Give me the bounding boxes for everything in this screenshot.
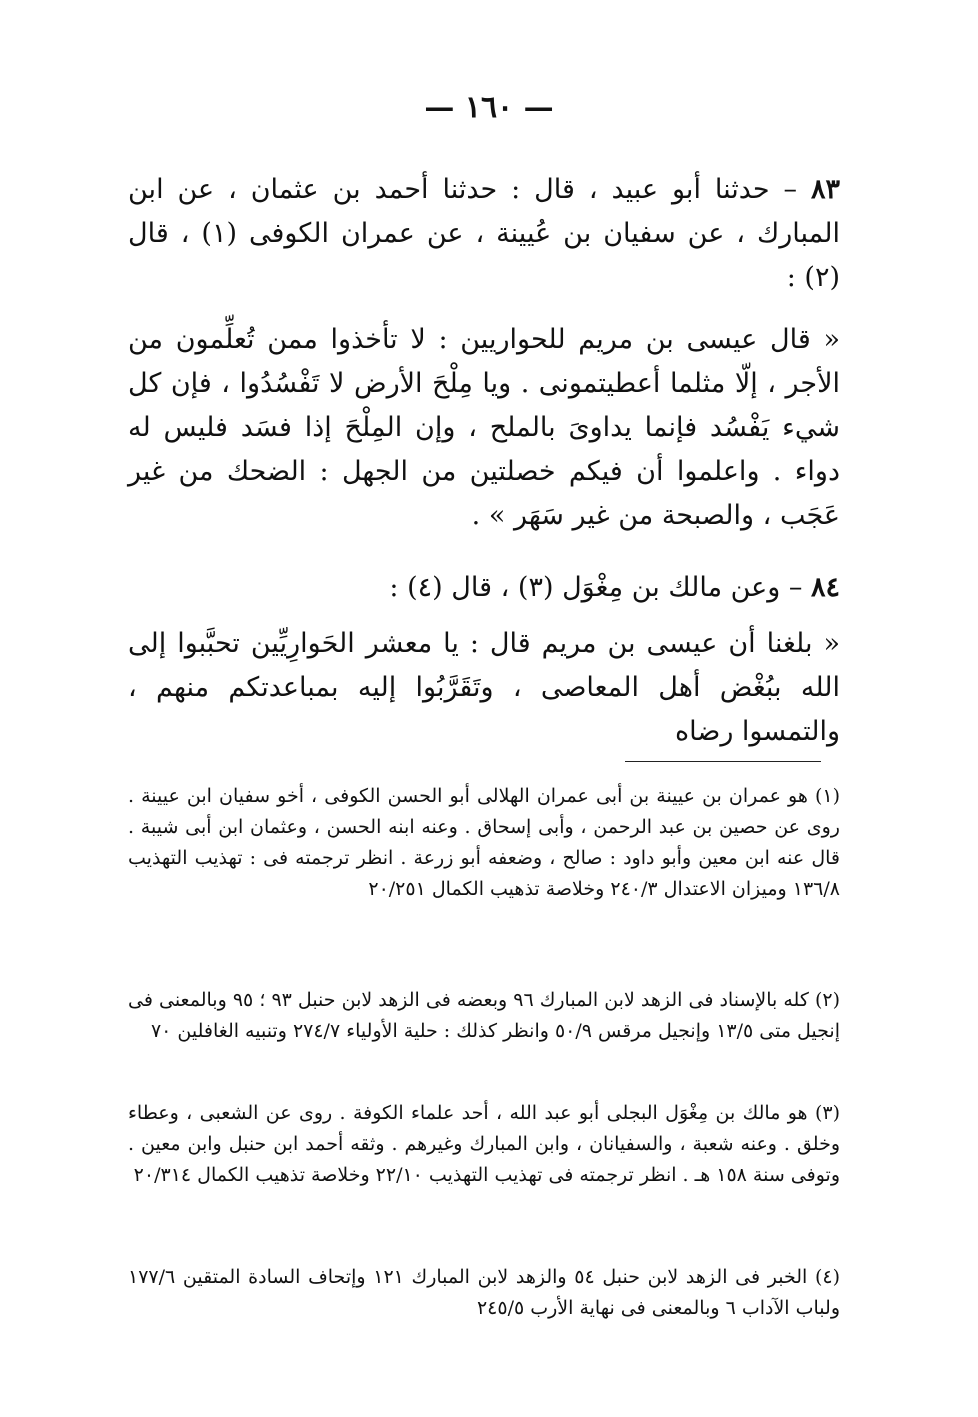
footnote-2: (٢) كله بالإسناد فى الزهد لابن المبارك ٩٦ وبعضه فى الزهد لابن حنبل ٩٣ ؛ ٩٥ وبالمعنى فى إنجيل متى ١٣/٥ وإنجيل مرقس ٥٠/٩ وانظر كذلك : حلية الأولياء ٢٧٤/٧ وتنبيه الغافلين ٧٠ [128,989,840,1042]
paragraph-83 [128,168,840,300]
paragraph-83-text: – حدثنا أبو عبيد ، قال : حدثنا أحمد بن عثمان ، عن ابن المبارك ، عن سفيان بن عُيينة ، عن عمران الكوفى (١) ، قال (٢) : [128,174,840,293]
item-number-83: ٨٣ [810,174,840,205]
quote-84: « بلغنا أن عيسى بن مريم قال : يا معشر الحَوارِيِّين تحبَّبوا إلى الله ببُغْض أهل المعاصى ، وتَقَرَّبُوا إليه بمباعدتكم منهم ، والتمسوا رضاه [128,628,840,747]
item-number-84: ٨٤ [810,572,840,603]
paragraph-84 [128,566,840,610]
quote-83: « قال عيسى بن مريم للحواريين : لا تأخذوا ممن تُعلِّمون من الأجر ، إلّا مثلما أعطيتمونى . ويا مِلْحَ الأرض لا تَفْسُدُوا ، فإن كل شيء يَفْسُد فإنما يداوىَ بالملح ، وإن المِلْحَ إذا فسَد فليس له دواء . واعلموا أن فيكم خصلتين من الجهل : الضحك من غير عَجَب ، والصبحة من غير سَهَر » . [128,324,840,531]
footnote-divider [625,761,821,762]
footnote-4: (٤) الخبر فى الزهد لابن حنبل ٥٤ والزهد لابن المبارك ١٢١ وإتحاف السادة المتقين ١٧٧/٦ ولباب الآداب ٦ وبالمعنى فى نهاية الأرب ٢٤٥/٥ [128,1266,841,1319]
paragraph-84-text: – وعن مالك بن مِغْوَل (٣) ، قال (٤) : [389,572,811,603]
footnote-1: (١) هو عمران بن عيينة بن أبى عمران الهلالى أبو الحسن الكوفى ، أخو سفيان ابن عيينة . روى عن حصين بن عبد الرحمن ، وأبى إسحاق . وعنه ابنه الحسن ، وعثمان ابن أبى شيبة . قال عنه ابن معين وأبو داود : صالح ، وضعفه أبو زرعة . انظر ترجمته فى : تهذيب التهذيب ١٣٦/٨ وميزان الاعتدال ٢٤٠/٣ وخلاصة تذهيب الكمال ٢٠/٢٥١ [128,785,840,900]
page-number: — ١٦٠ — [424,90,554,125]
footnote-3: (٣) هو مالك بن مِغْوَل البجلى أبو عبد الله ، أحد علماء الكوفة . روى عن الشعبى ، وعطاء وخلق . وعنه شعبة ، والسفيانان ، وابن المبارك وغيرهم . وثقه أحمد ابن حنبل وابن معين . وتوفى سنة ١٥٨ هـ . انظر ترجمته فى تهذيب التهذيب ٢٢/١٠ وخلاصة تذهيب الكمال ٢٠/٣١٤ [128,1102,840,1186]
